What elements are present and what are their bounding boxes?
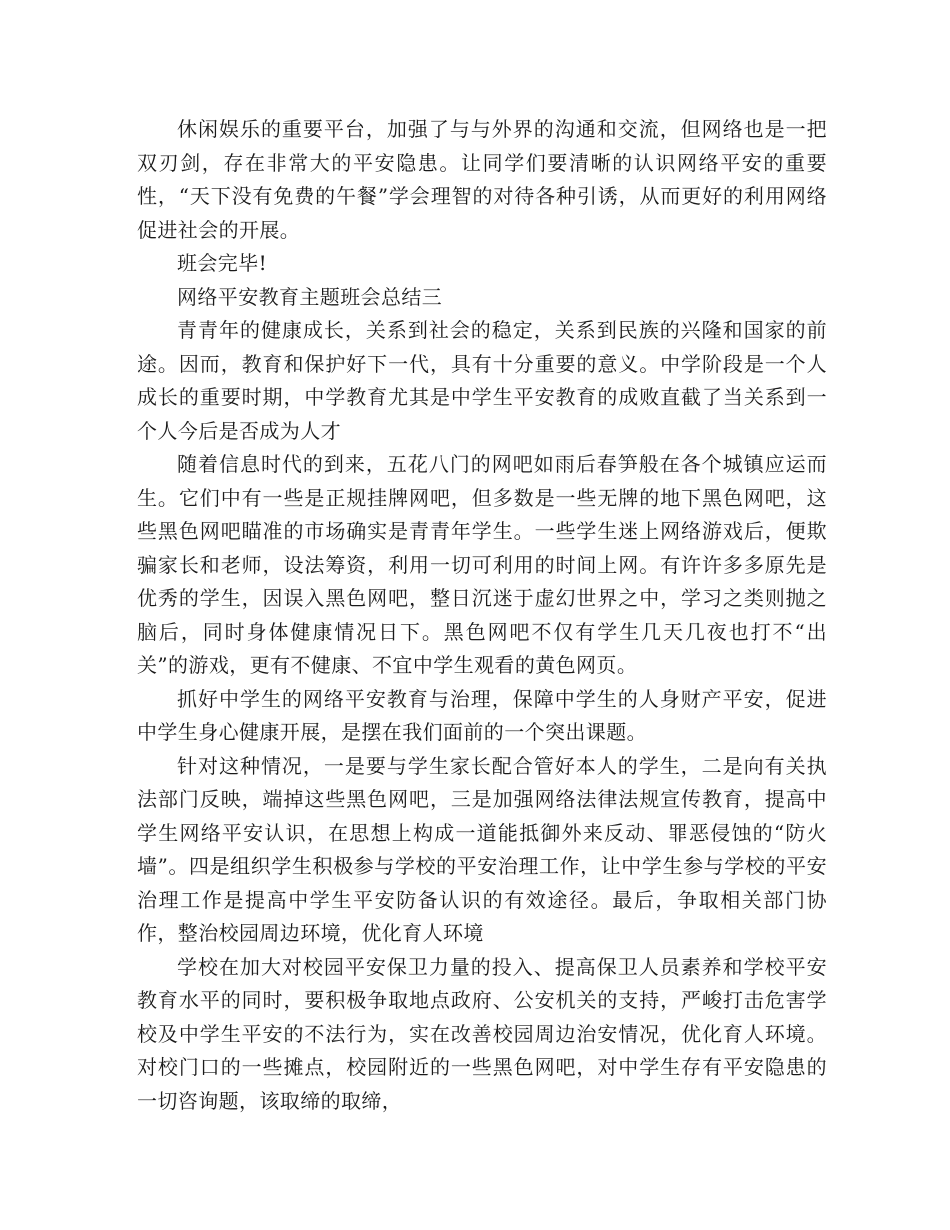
paragraph: 休闲娱乐的重要平台，加强了与与外界的沟通和交流，但网络也是一把双刃剑，存在非常大的平安隐患。让同学们要清晰的认识网络平安的重要性，“天下没有免费的午餐”学会理智的对待各种引诱，从而更好的利用网络促进社会的开展。 xyxy=(137,117,827,242)
section-heading: 网络平安教育主题班会总结三 xyxy=(177,284,443,309)
paragraph: 学校在加大对校园平安保卫力量的投入、提高保卫人员素养和学校平安教育水平的同时，要积极争取地点政府、公安机关的支持，严峻打击危害学校及中学生平安的不法行为，实在改善校园周边治安情况，优化育人环境。对校门口的一些摊点，校园附近的一些黑色网吧，对中学生存有平安隐患的一切咨询题，该取缔的取缔， xyxy=(137,954,827,1113)
paragraph-closing-note: 班会完毕! xyxy=(177,251,268,275)
paragraph: 抓好中学生的网络平安教育与治理，保障中学生的人身财产平安，促进中学生身心健康开展，是摆在我们面前的一个突出课题。 xyxy=(137,686,827,744)
document-body xyxy=(137,113,827,1118)
paragraph: 针对这种情况，一是要与学生家长配合管好本人的学生，二是向有关执法部门反映，端掉这些黑色网吧，三是加强网络法律法规宣传教育，提高中学生网络平安认识，在思想上构成一道能抵御外来反动、罪恶侵蚀的“防火墙”。四是组织学生积极参与学校的平安治理工作，让中学生参与学校的平安治理工作是提高中学生平安防备认识的有效途径。最后，争取相关部门协作，整治校园周边环境，优化育人环境 xyxy=(137,753,827,945)
paragraph: 青青年的健康成长，关系到社会的稳定，关系到民族的兴隆和国家的前途。因而，教育和保护好下一代，具有十分重要的意义。中学阶段是一个人成长的重要时期，中学教育尤其是中学生平安教育的成败直截了当关系到一个人今后是否成为人才 xyxy=(137,318,827,443)
paragraph: 随着信息时代的到来，五花八门的网吧如雨后春笋般在各个城镇应运而生。它们中有一些是正规挂牌网吧，但多数是一些无牌的地下黑色网吧，这些黑色网吧瞄准的市场确实是青青年学生。一些学生迷上网络游戏后，便欺骗家长和老师，设法筹资，利用一切可利用的时间上网。有许许多多原先是优秀的学生，因误入黑色网吧，整日沉迷于虚幻世界之中，学习之类则抛之脑后，同时身体健康情况日下。黑色网吧不仅有学生几天几夜也打不“出关”的游戏，更有不健康、不宜中学生观看的黄色网页。 xyxy=(137,452,827,677)
